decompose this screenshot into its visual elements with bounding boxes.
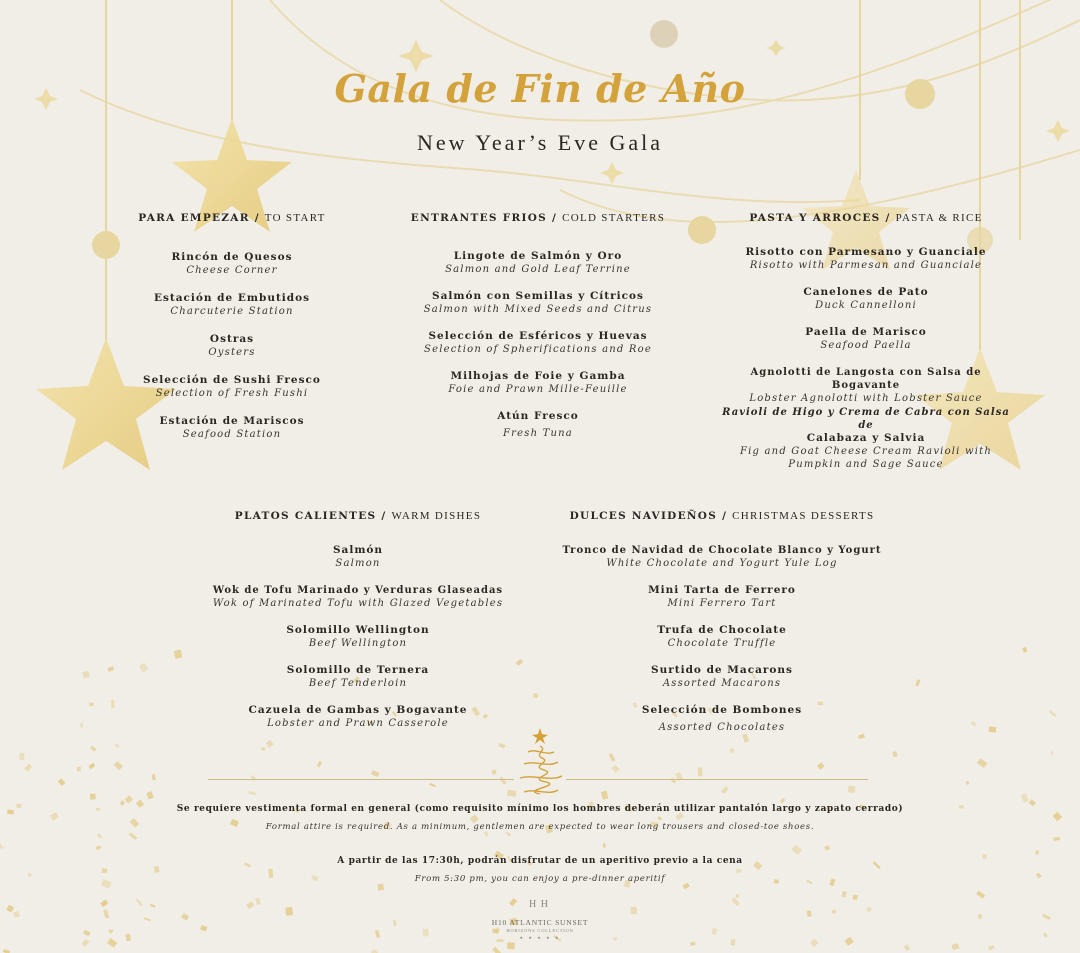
menu-item: Ostras Oysters — [208, 333, 256, 358]
menu-item: Rincón de Quesos Cheese Corner — [171, 251, 293, 276]
menu-item: Ravioli de Higo y Crema de Cabra con Salsa de Calabaza y Salvia Fig and Goat Cheese Cream Ravioli with Pumpkin and Sage Sauce — [722, 407, 1010, 470]
divider-left — [208, 779, 514, 780]
menu-item: Milhojas de Foie y Gamba Foie and Prawn Mille-Feuille — [448, 370, 628, 395]
menu-item: Selección de Bombones Assorted Chocolates — [641, 704, 803, 733]
menu-item: Cazuela de Gambas y Bogavante Lobster and Prawn Casserole — [248, 704, 468, 729]
menu-item: Canelones de Pato Duck Cannelloni — [803, 286, 929, 311]
menu-item: Tronco de Navidad de Chocolate Blanco y Yogurt White Chocolate and Yogurt Yule Log — [562, 545, 882, 569]
menu-item: Agnolotti de Langosta con Salsa de Bogavante Lobster Agnolotti with Lobster Sauce — [749, 367, 983, 404]
menu-item: Estación de Mariscos Seafood Station — [159, 415, 305, 440]
page-subtitle: New Year’s Eve Gala — [417, 130, 663, 155]
menu-item: Estación de Embutidos Charcuterie Station — [153, 292, 311, 317]
menu-item: Selección de Sushi Fresco Selection of Fresh Fushi — [143, 374, 321, 399]
menu-item: Mini Tarta de Ferrero Mini Ferrero Tart — [648, 584, 796, 609]
menu-item: Risotto con Parmesano y Guanciale Risotto with Parmesan and Guanciale — [745, 246, 987, 271]
menu-item: Surtido de Macarons Assorted Macarons — [651, 664, 793, 689]
hotel-rating-stars: ★ ★ ★ ★ ★ — [519, 935, 561, 940]
menu-item: Solomillo de Ternera Beef Tenderloin — [286, 664, 430, 689]
menu-item: Paella de Marisco Seafood Paella — [805, 326, 927, 351]
page-title: Gala de Fin de Año — [334, 66, 746, 111]
divider-right — [566, 779, 868, 780]
menu-item: Selección de Esféricos y Huevas Selection of Spherifications and Roe — [424, 330, 652, 355]
dress-code-es: Se requiere vestimenta formal en general (como requisito mínimo los hombres deberán utilizar pantalón largo y zapato cerrado) — [176, 804, 904, 814]
section-heading: ENTRANTES FRIOS / COLD STARTERS — [410, 212, 666, 224]
section-heading: PLATOS CALIENTES / WARM DISHES — [234, 510, 482, 522]
menu-item: Atún Fresco Fresh Tuna — [497, 410, 579, 439]
hotel-logo-collection: HORIZONS COLLECTION — [506, 928, 574, 933]
menu-item: Salmón Salmon — [332, 544, 384, 569]
menu-item: Lingote de Salmón y Oro Salmon and Gold Leaf Terrine — [445, 250, 631, 275]
menu-item: Salmón con Semillas y Cítricos Salmon with Mixed Seeds and Citrus — [423, 290, 653, 315]
aperitif-en: From 5:30 pm, you can enjoy a pre-dinner aperitif — [414, 874, 666, 884]
menu-item: Wok de Tofu Marinado y Verduras Glaseadas Wok of Marinated Tofu with Glazed Vegetables — [212, 585, 504, 609]
section-heading: PARA EMPEZAR / TO START — [138, 212, 326, 224]
aperitif-es: A partir de las 17:30h, podrán disfrutar de un aperitivo previo a la cena — [337, 856, 743, 866]
hotel-logo-mark: H H — [529, 899, 549, 910]
section-heading: PASTA Y ARROCES / PASTA & RICE — [749, 212, 983, 224]
section-heading: DULCES NAVIDEÑOS / CHRISTMAS DESSERTS — [569, 510, 875, 522]
dress-code-en: Formal attire is required. As a minimum, gentlemen are expected to wear long trousers and closed-toe shoes. — [265, 822, 815, 832]
menu-item: Solomillo Wellington Beef Wellington — [286, 624, 430, 649]
menu-item: Trufa de Chocolate Chocolate Truffle — [657, 624, 787, 649]
hotel-logo-name: H10 ATLANTIC SUNSET — [491, 918, 589, 927]
